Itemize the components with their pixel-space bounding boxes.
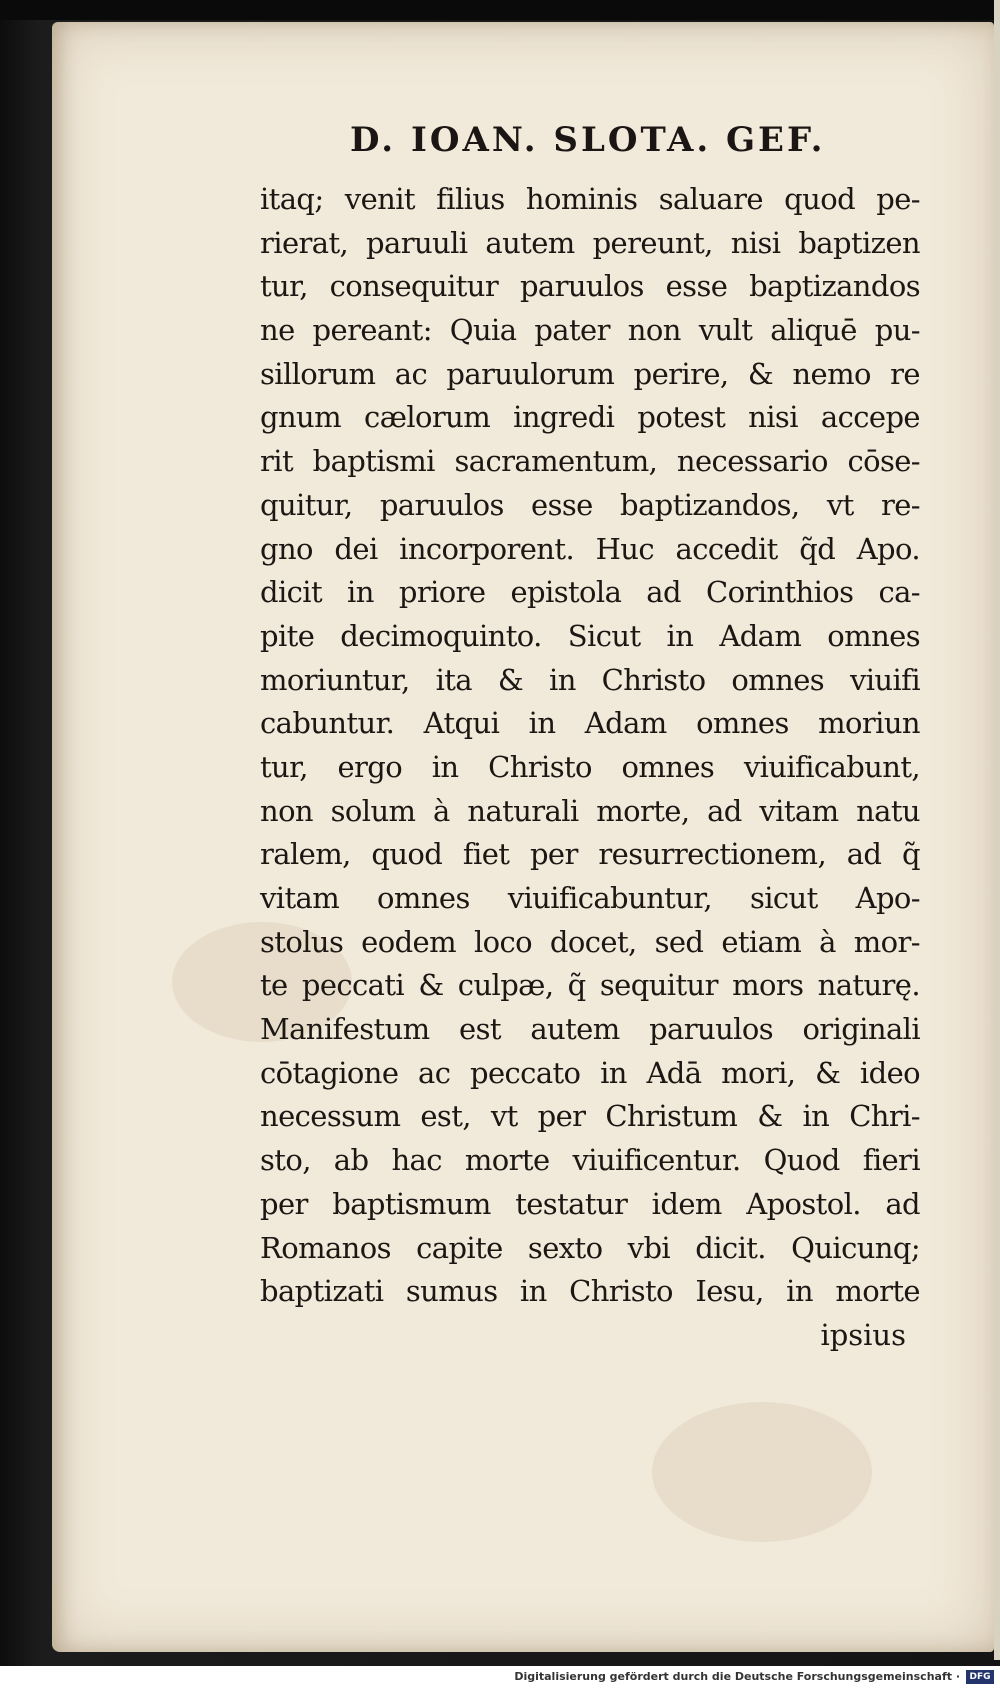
text-line: gno dei incorporent. Huc accedit q̃d Apo. [260,531,920,566]
text-line: te peccati & culpæ, q̃ sequitur mors naturę. [260,968,920,1003]
text-line: quitur, paruulos esse baptizandos, vt re- [260,487,920,522]
scan-top-edge [0,0,1000,20]
text-line: rierat, paruuli autem pereunt, nisi baptizen [260,225,920,260]
text-line: cabuntur. Atqui in Adam omnes moriun [260,706,920,741]
running-head: D. IOAN. SLOTA. GEF. [350,120,826,160]
text-line: baptizati sumus in Christo Iesu, in morte [260,1274,920,1309]
text-line: non solum à naturali morte, ad vitam natu [260,793,920,828]
dfg-logo: DFG [966,1670,994,1684]
text-line: vitam omnes viuificabuntur, sicut Apo- [260,881,920,915]
text-line: tur, consequitur paruulos esse baptizandos [260,269,920,304]
text-line: per baptismum testatur idem Apostol. ad [260,1186,920,1221]
text-line: gnum cælorum ingredi potest nisi accepe [260,400,920,435]
text-line: cōtagione ac peccato in Adā mori, & ideo [260,1055,920,1090]
text-line: pite decimoquinto. Sicut in Adam omnes [260,618,920,653]
text-line: itaq; venit filius hominis saluare quod pe- [260,182,920,216]
text-line: ralem, quod fiet per resurrectionem, ad q̃ [260,837,920,872]
text-line: Romanos capite sexto vbi dicit. Quicunq; [260,1230,920,1265]
next-page-edge [994,0,1000,1660]
text-line: sto, ab hac morte viuificentur. Quod fieri [260,1143,920,1178]
funding-credit: Digitalisierung gefördert durch die Deutsche Forschungsgemeinschaft · [514,1670,960,1683]
paper-stain [652,1402,872,1542]
footer-strip [0,1666,1000,1694]
text-line: Manifestum est autem paruulos originali [260,1012,920,1047]
catchword: ipsius [820,1318,906,1352]
text-line: ne pereant: Quia pater non vult aliquē pu- [260,313,920,348]
text-line: tur, ergo in Christo omnes viuificabunt, [260,749,920,784]
text-line: dicit in priore epistola ad Corinthios ca- [260,575,920,610]
text-line: moriuntur, ita & in Christo omnes viuifi [260,662,920,697]
text-line: stolus eodem loco docet, sed etiam à mor- [260,924,920,959]
text-line: sillorum ac paruulorum perire, & nemo re [260,356,920,391]
text-line: rit baptismi sacramentum, necessario cōse- [260,444,920,479]
text-line: necessum est, vt per Christum & in Chri- [260,1099,920,1134]
text-block [260,178,920,1314]
